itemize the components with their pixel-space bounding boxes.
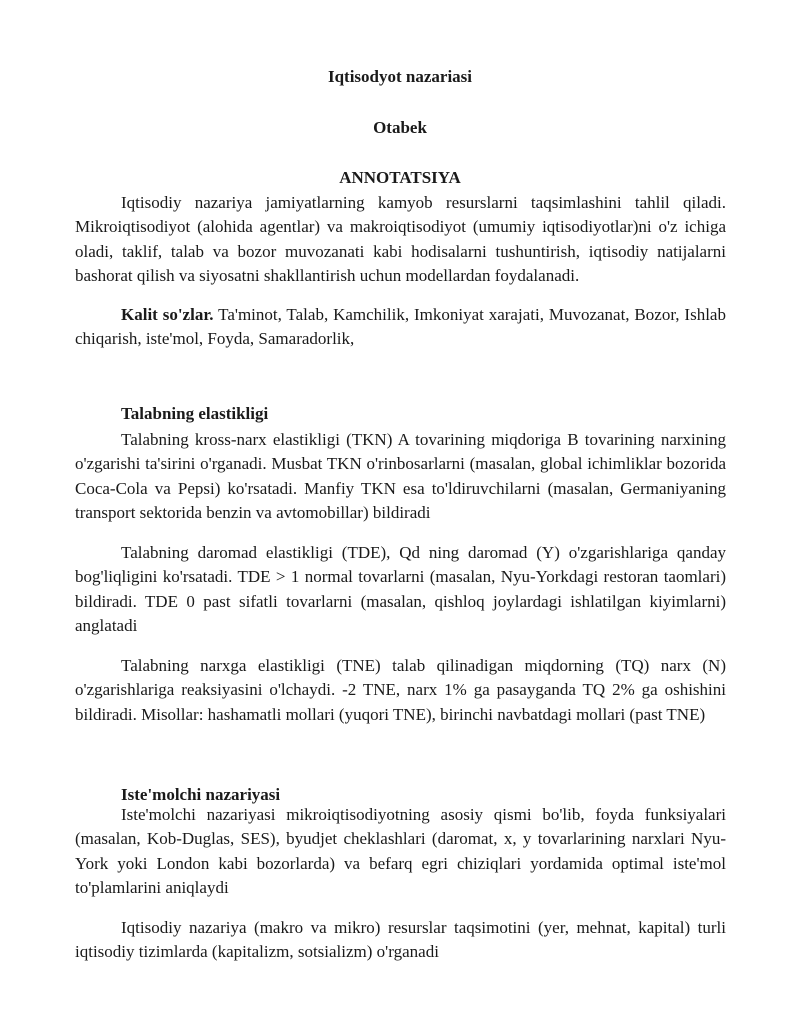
paragraph-income-elasticity: Talabning daromad elastikligi (TDE), Qd ning daromad (Y) o'zgarishlariga qanday bog'liqligini ko'rsatadi. TDE > 1 normal tovarlarni (masalan, Nyu-Yorkdagi restoran taomlari) bildiradi. TDE 0 past sifatli tovarlarni (masalan, qishloq joylardagi ishlatilgan kiyimlarni) anglatadi [75,543,726,635]
keywords-label: Kalit so'zlar. [121,305,214,324]
document-title: Iqtisodyot nazariasi [327,67,473,86]
section-heading-consumer-theory: Iste'molchi nazariyasi [121,785,281,804]
annotation-paragraph: Iqtisodiy nazariya jamiyatlarning kamyob resurslarni taqsimlashini tahlil qiladi. Mikroiqtisodiyot (alohida agentlar) va makroiqtisodiyot (umumiy iqtisodiyotlar)ni o'z ichiga oladi, taklif, talab va bozor muvozanati kabi hodisalarni tushuntirish, iqtisodiy natijalarni bashorat qilish va siyosatni shakllantirish uchun modellardan foydalanadi. [75,193,726,285]
section-heading-elasticity: Talabning elastikligi [121,404,269,423]
keywords-list: Ta'minot, Talab, Kamchilik, Imkoniyat xarajati, Muvozanat, Bozor, Ishlab chiqarish, iste'mol, Foyda, Samaradorlik, [75,305,726,349]
paragraph-economic-theory: Iqtisodiy nazariya (makro va mikro) resurslar taqsimotini (yer, mehnat, kapital) turli iqtisodiy tizimlarda (kapitalizm, sotsializm) o'rganadi [75,918,726,962]
paragraph-consumer-theory: Iste'molchi nazariyasi mikroiqtisodiyotning asosiy qismi bo'lib, foyda funksiyalari (masalan, Kob-Duglas, SES), byudjet cheklashlari (daromat, x, y tovarlarining narxlari Nyu-York yoki London kabi bozorlarda) va befarq egri chiziqlari yordamida optimal iste'mol to'plamlarini aniqlaydi [75,805,726,897]
keywords-paragraph [75,303,726,352]
author-name: Otabek [373,118,427,137]
paragraph-cross-elasticity: Talabning kross-narx elastikligi (TKN) A tovarining miqdoriga B tovarining narxining o'zgarishi ta'sirini o'rganadi. Musbat TKN o'rinbosarlarni (masalan, global ichimliklar bozorida Coca-Cola va Pepsi) ko'rsatadi. Manfiy TKN esa to'ldiruvchilarni (masalan, Germaniyaning transport sektorida benzin va avtomobillar) bildiradi [75,430,726,522]
paragraph-price-elasticity: Talabning narxga elastikligi (TNE) talab qilinadigan miqdorning (TQ) narx (N) o'zgarishlariga reaksiyasini o'lchaydi. -2 TNE, narx 1% ga pasayganda TQ 2% ga oshishini bildiradi. Misollar: hashamatli mollari (yuqori TNE), birinchi navbatdagi mollari (past TNE) [75,656,726,724]
annotation-heading: ANNOTATSIYA [339,168,461,187]
